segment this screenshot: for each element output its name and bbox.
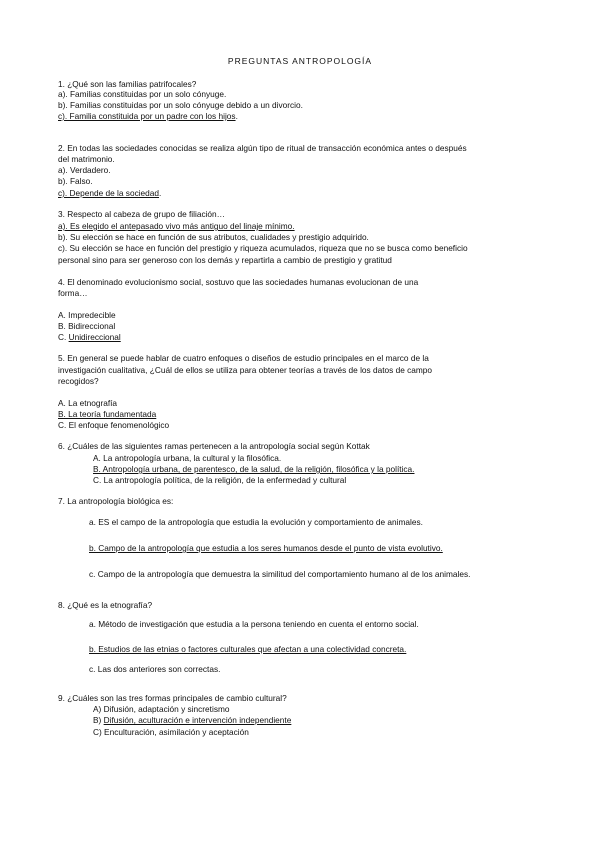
q5-option-c: C. El enfoque fenomenológico bbox=[58, 420, 170, 430]
q1-option-c bbox=[58, 111, 238, 121]
q4-option-c-text: Unidireccional bbox=[68, 332, 121, 342]
question-9: 9. ¿Cuáles son las tres formas principales de cambio cultural? bbox=[58, 693, 287, 703]
question-2-line-1: 2. En todas las sociedades conocidas se realiza algún tipo de ritual de transacción económica antes o después bbox=[58, 143, 467, 153]
q8-option-b: b. Estudios de las etnias o factores culturales que afectan a una colectividad concreta. bbox=[89, 644, 407, 654]
question-7: 7. La antropología biológica es: bbox=[58, 496, 174, 506]
q3-option-c-line-1: c). Su elección se hace en función del prestigio y riqueza acumulados, riqueza que no se busca como beneficio bbox=[58, 243, 468, 253]
q6-option-b: B. Antropología urbana, de parentesco, de la salud, de la religión, filosófica y la política. bbox=[93, 464, 415, 474]
q5-option-a: A. La etnografía bbox=[58, 398, 118, 408]
q3-option-b: b). Su elección se hace en función de sus atributos, cualidades y prestigio adquirido. bbox=[58, 232, 369, 242]
question-4-line-2: forma… bbox=[58, 288, 88, 298]
q9-option-c: C) Enculturación, asimilación y aceptación bbox=[93, 727, 249, 737]
q2-option-a: a). Verdadero. bbox=[58, 165, 111, 175]
question-2-line-2: del matrimonio. bbox=[58, 154, 115, 164]
q9-option-b-text: Difusión, aculturación e intervención independiente bbox=[103, 715, 292, 725]
q9-option-b-prefix: B) bbox=[93, 715, 104, 725]
question-5-line-2: investigación cualitativa, ¿Cuál de ellos se utiliza para obtener teorías a través de los datos de campo bbox=[58, 365, 433, 375]
q6-option-c: C. La antropología política, de la religión, de la enfermedad y cultural bbox=[93, 475, 347, 485]
q1-option-c-text: c). Familia constituida por un padre con los hijos bbox=[58, 111, 236, 121]
question-1: 1. ¿Qué son las familias patrifocales? bbox=[58, 79, 197, 89]
question-6: 6. ¿Cuáles de las siguientes ramas pertenecen a la antropología social según Kottak bbox=[58, 441, 370, 451]
q1-option-c-end: . bbox=[235, 111, 238, 121]
q7-option-b: b. Campo de la antropología que estudia a los seres humanos desde el punto de vista evolutivo. bbox=[89, 543, 443, 553]
q2-option-c-end: . bbox=[159, 188, 162, 198]
q7-option-c: c. Campo de la antropología que demuestra la similitud del comportamiento humano al de los animales. bbox=[89, 569, 471, 579]
q6-option-a: A. La antropología urbana, la cultural y la filosófica. bbox=[93, 453, 282, 463]
q1-option-b: b). Familias constituidas por un solo cónyuge debido a un divorcio. bbox=[58, 100, 303, 110]
q3-option-a: a). Es elegido el antepasado vivo más antiguo del linaje mínimo. bbox=[58, 221, 295, 231]
q9-option-a: A) Difusión, adaptación y sincretismo bbox=[93, 704, 230, 714]
q4-option-c-prefix: C. bbox=[58, 332, 69, 342]
question-5-line-3: recogidos? bbox=[58, 376, 99, 386]
q8-option-a: a. Método de investigación que estudia a la persona teniendo en cuenta el entorno social. bbox=[89, 619, 419, 629]
question-4-line-1: 4. El denominado evolucionismo social, sostuvo que las sociedades humanas evolucionan de una bbox=[58, 277, 419, 287]
q4-option-c bbox=[58, 332, 121, 342]
document-title: PREGUNTAS ANTROPOLOGÍA bbox=[227, 56, 373, 66]
q1-option-a: a). Familias constituidas por un solo cónyuge. bbox=[58, 89, 227, 99]
q7-option-a: a. ES el campo de la antropología que estudia la evolución y comportamiento de animales. bbox=[89, 517, 423, 527]
question-3: 3. Respecto al cabeza de grupo de filiación… bbox=[58, 209, 225, 219]
q4-option-a: A. Impredecible bbox=[58, 310, 116, 320]
q2-option-b: b). Falso. bbox=[58, 176, 93, 186]
q4-option-b: B. Bidireccional bbox=[58, 321, 116, 331]
q9-option-b bbox=[93, 715, 291, 725]
question-5-line-1: 5. En general se puede hablar de cuatro enfoques o diseños de estudio principales en el marco de la bbox=[58, 353, 429, 363]
q8-option-c: c. Las dos anteriores son correctas. bbox=[89, 664, 221, 674]
question-8: 8. ¿Qué es la etnografía? bbox=[58, 600, 153, 610]
q3-option-c-line-2: personal sino para ser generoso con los demás y repartirla a cambio de prestigio y gratitud bbox=[58, 255, 392, 265]
q2-option-c bbox=[58, 188, 161, 198]
q2-option-c-text: c). Depende de la sociedad bbox=[58, 188, 160, 198]
q5-option-b: B. La teoría fundamentada bbox=[58, 409, 157, 419]
